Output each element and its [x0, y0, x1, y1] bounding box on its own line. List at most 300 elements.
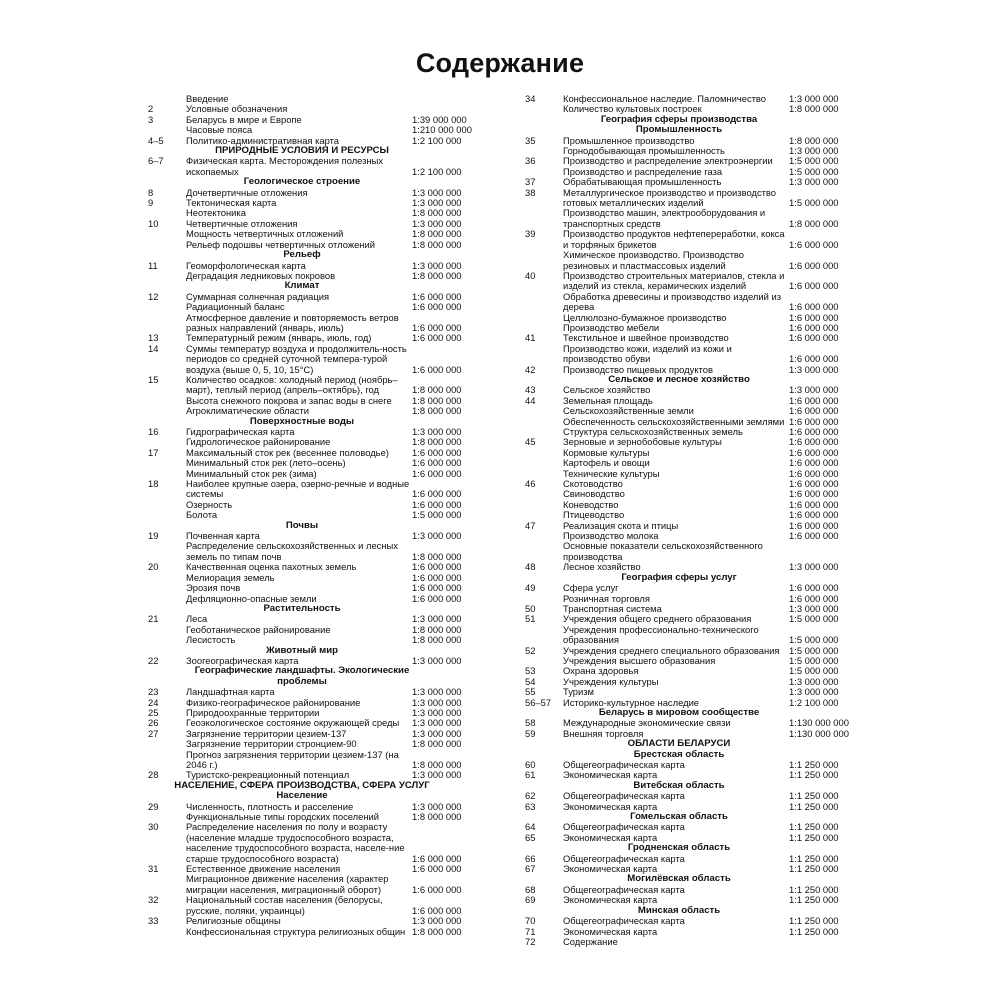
entry-title: Горнодобывающая промышленность — [563, 145, 725, 157]
entry-title: Загрязнение территории стронцием-90 — [186, 738, 357, 750]
contents-entry[interactable] — [148, 302, 478, 312]
page-number: 27 — [148, 727, 159, 739]
entry-title: Туристско-рекреационный потенциал — [186, 769, 350, 781]
entry-title: Сфера услуг — [563, 582, 619, 594]
entry-title: Мелиорация земель — [186, 571, 275, 583]
map-scale: 1:3 000 000 — [789, 384, 839, 396]
entry-title: Минимальный сток рек (зима) — [186, 467, 317, 479]
entry-title: Численность, плотность и расселение — [186, 800, 354, 812]
entry-title: Геоботаническое районирование — [186, 623, 331, 635]
section-heading: География сферы производства — [600, 113, 758, 125]
entry-title: Высота снежного покрова и запас воды в снеге — [186, 394, 392, 406]
entry-title: Историко-культурное наследие — [563, 696, 700, 708]
map-scale: 1:6 000 000 — [789, 426, 839, 437]
contents-entry[interactable] — [148, 271, 478, 281]
map-scale: 1:8 000 000 — [412, 394, 462, 406]
page-number: 52 — [525, 644, 536, 656]
entry-title: Производство мебели — [563, 321, 660, 333]
map-scale: 1:6 000 000 — [412, 904, 462, 916]
contents-entry[interactable] — [148, 583, 478, 593]
map-scale: 1:6 000 000 — [789, 301, 839, 313]
entry-title: Геоэкологическое состояние окружающей среды — [186, 717, 400, 729]
contents-entry[interactable] — [525, 104, 855, 114]
section-heading: Животный мир — [265, 644, 339, 656]
entry-title: Экономическая карта — [563, 925, 658, 937]
contents-entry[interactable] — [525, 770, 855, 780]
map-scale: 1:3 000 000 — [789, 561, 839, 573]
contents-entry[interactable] — [525, 895, 855, 905]
map-scale: 1:1 250 000 — [789, 769, 839, 781]
entry-title: Учреждения высшего образования — [563, 654, 716, 666]
entry-title: Конфессиональное наследие. Паломничество — [563, 93, 767, 104]
contents-entry[interactable] — [148, 510, 478, 520]
entry-title: Естественное движение населения — [186, 863, 341, 875]
map-scale: 1:6 000 000 — [789, 436, 839, 448]
page-number: 34 — [525, 93, 536, 104]
page-number: 20 — [148, 561, 159, 573]
entry-title: Зоогеографическая карта — [186, 654, 299, 666]
map-scale: 1:1 250 000 — [789, 915, 839, 927]
entry-title: Температурный режим (январь, июль, год) — [186, 332, 372, 344]
entry-title: Количество осадков: холодный период (ноябрь–март), теплый период (апрель–октябрь), год — [186, 373, 398, 396]
contents-entry[interactable] — [148, 479, 478, 500]
map-scale: 1:6 000 000 — [789, 332, 839, 344]
entry-title: Атмосферное давление и повторяемость ветров разных направлений (январь, июль) — [186, 311, 399, 333]
map-scale: 1:3 000 000 — [412, 197, 462, 209]
entry-title: Основные показатели сельскохозяйственного производства — [563, 540, 763, 562]
page-number: 29 — [148, 800, 159, 812]
contents-entry[interactable] — [525, 833, 855, 843]
entry-title: Общегеографическая карта — [563, 852, 685, 864]
section-heading: Минская область — [637, 904, 721, 916]
page-number: 60 — [525, 759, 536, 770]
entry-title: Леса — [186, 613, 208, 625]
entry-title: Содержание — [563, 935, 618, 947]
section-heading: Климат — [284, 280, 320, 292]
contents-entry[interactable] — [148, 240, 478, 250]
entry-title: Миграционное движение населения (характер миграции населения, миграционный оборот) — [186, 873, 389, 895]
section-heading: Беларусь в мировом сообществе — [598, 706, 760, 718]
entry-title: Количество культовых построек — [563, 103, 702, 115]
map-scale: 1:8 000 000 — [412, 405, 462, 417]
page-number: 44 — [525, 394, 536, 406]
map-scale: 1:8 000 000 — [412, 623, 462, 635]
map-scale: 1:6 000 000 — [789, 415, 839, 427]
page-number: 72 — [525, 935, 536, 947]
page-number: 30 — [148, 821, 159, 833]
contents-entry[interactable] — [525, 562, 855, 572]
entry-title: Учреждения культуры — [563, 675, 659, 687]
map-scale: 1:6 000 000 — [412, 488, 462, 500]
map-scale: 1:6 000 000 — [789, 280, 839, 292]
page-number: 31 — [148, 863, 159, 875]
contents-entry[interactable] — [525, 937, 855, 947]
entry-title: Учреждения общего среднего образования — [563, 613, 752, 625]
map-scale: 1:6 000 000 — [789, 582, 839, 594]
section-heading: Рельеф — [283, 249, 321, 261]
contents-column-right — [525, 94, 855, 947]
map-scale: 1:1 250 000 — [789, 863, 839, 875]
map-scale: 1:6 000 000 — [789, 519, 839, 531]
map-scale: 1:1 250 000 — [789, 759, 839, 770]
contents-entry[interactable] — [525, 729, 855, 739]
map-scale: 1:6 000 000 — [412, 363, 462, 375]
section-heading: Население — [276, 790, 328, 802]
contents-entry[interactable] — [525, 916, 855, 926]
page-number: 46 — [525, 478, 536, 490]
entry-title: Наиболее крупные озера, озерно-речные и водные системы — [186, 478, 410, 500]
contents-entry[interactable] — [148, 916, 478, 926]
entry-title: Эрозия почв — [186, 582, 241, 594]
map-scale: 1:39 000 000 — [412, 113, 467, 125]
section-heading: Гродненская область — [627, 842, 731, 854]
page-number: 54 — [525, 675, 536, 687]
contents-entry[interactable] — [148, 822, 478, 864]
map-scale: 1:3 000 000 — [412, 259, 462, 271]
page-number: 58 — [525, 717, 536, 729]
contents-entry[interactable] — [525, 802, 855, 812]
map-scale: 1:1 250 000 — [789, 894, 839, 906]
map-scale: 1:6 000 000 — [789, 488, 839, 500]
map-scale: 1:6 000 000 — [789, 238, 839, 250]
entry-title: Дочетвертичные отложения — [186, 186, 308, 198]
entry-title: Рельеф подошвы четвертичных отложений — [186, 238, 375, 250]
map-scale: 1:6 000 000 — [412, 290, 462, 302]
page-number: 49 — [525, 582, 536, 594]
entry-title: Земельная площадь — [563, 394, 653, 406]
contents-entry[interactable] — [525, 188, 855, 209]
map-scale: 1:6 000 000 — [412, 457, 462, 469]
map-scale: 1:6 000 000 — [789, 353, 839, 365]
map-scale: 1:8 000 000 — [412, 269, 462, 281]
contents-entry[interactable] — [148, 895, 478, 916]
map-scale: 1:3 000 000 — [412, 613, 462, 625]
contents-entry[interactable] — [148, 874, 478, 895]
map-scale: 1:6 000 000 — [789, 446, 839, 458]
map-scale: 1:5 000 000 — [789, 613, 839, 625]
entry-title: Общегеографическая карта — [563, 759, 685, 770]
entry-title: Экономическая карта — [563, 831, 658, 843]
entry-title: Металлургическое производство и производство готовых металлических изделий — [563, 186, 777, 209]
contents-entry[interactable] — [148, 594, 478, 604]
entry-title: Производство кожи, изделий из кожи и производство обуви — [563, 342, 732, 365]
map-scale: 1:8 000 000 — [412, 238, 462, 250]
entry-title: Озерность — [186, 498, 233, 510]
contents-entry[interactable] — [148, 313, 478, 334]
page-number: 11 — [148, 259, 158, 271]
contents-entry[interactable] — [525, 344, 855, 365]
map-scale: 1:3 000 000 — [412, 654, 462, 666]
page-number: 68 — [525, 883, 536, 895]
entry-title: Экономическая карта — [563, 769, 658, 781]
page-title: Содержание — [415, 48, 585, 78]
map-scale: 1:8 000 000 — [412, 811, 462, 823]
contents-entry[interactable] — [148, 406, 478, 416]
entry-title: Учреждения среднего специального образования — [563, 644, 780, 656]
entry-title: Охрана здоровья — [563, 665, 639, 677]
map-scale: 1:8 000 000 — [412, 738, 462, 750]
map-scale: 1:6 000 000 — [789, 321, 839, 333]
page-number: 32 — [148, 894, 159, 906]
section-heading: Геологическое строение — [243, 176, 361, 188]
section-heading: Витебская область — [633, 779, 725, 791]
page-number: 36 — [525, 155, 536, 167]
entry-title: Суммы температур воздуха и продолжитель-ность периодов со средней суточной темпера-турой воздуха (выше 0, 5, 10, 15°С) — [186, 342, 407, 375]
entry-title: Общегеографическая карта — [563, 915, 685, 927]
map-scale: 1:5 000 000 — [789, 644, 839, 656]
page-number: 24 — [148, 696, 159, 708]
contents-entry[interactable] — [148, 136, 478, 146]
page-number: 22 — [148, 654, 159, 666]
map-scale: 1:1 250 000 — [789, 800, 839, 812]
map-scale: 1:6 000 000 — [412, 467, 462, 479]
entry-title: Структура сельскохозяйственных земель — [563, 426, 743, 437]
section-heading: Могилёвская область — [627, 873, 731, 885]
map-scale: 1:3 000 000 — [412, 717, 462, 729]
map-scale: 1:3 000 000 — [789, 686, 839, 698]
entry-title: Производство машин, электрооборудования и транспортных средств — [563, 207, 766, 229]
contents-entry[interactable] — [148, 635, 478, 645]
page-number: 70 — [525, 915, 536, 927]
contents-entry[interactable] — [525, 541, 855, 562]
map-scale: 1:1 250 000 — [789, 831, 839, 843]
page-number: 43 — [525, 384, 536, 396]
map-scale: 1:6 000 000 — [789, 478, 839, 490]
entry-title: Розничная торговля — [563, 592, 650, 604]
contents-entry[interactable] — [148, 750, 478, 771]
section-heading: Сельское и лесное хозяйство — [608, 373, 750, 385]
entry-title: Скотоводство — [563, 478, 623, 490]
entry-title: Общегеографическая карта — [563, 790, 685, 802]
map-scale: 1:3 000 000 — [412, 217, 462, 229]
contents-entry[interactable] — [148, 927, 478, 937]
map-scale: 1:8 000 000 — [412, 759, 462, 770]
page-number: 63 — [525, 800, 536, 812]
section-heading: Промышленность — [635, 124, 723, 136]
map-scale: 1:8 000 000 — [789, 217, 839, 229]
contents-entry[interactable] — [148, 344, 478, 375]
map-scale: 1:6 000 000 — [789, 498, 839, 510]
entry-title: Целлюлозно-бумажное производство — [563, 311, 727, 323]
page-number: 71 — [525, 925, 536, 937]
contents-entry[interactable] — [148, 770, 478, 780]
page-number: 37 — [525, 176, 536, 188]
contents-entry[interactable] — [148, 375, 478, 396]
page-number: 56–57 — [525, 696, 552, 708]
section-heading: Географические ландшафты. Экологические проблемы — [194, 665, 410, 687]
entry-title: Религиозные общины — [186, 915, 281, 927]
contents-entry[interactable] — [148, 156, 478, 177]
page-number: 55 — [525, 686, 536, 698]
page-number: 51 — [525, 613, 536, 625]
map-scale: 1:3 000 000 — [789, 176, 839, 188]
map-scale: 1:8 000 000 — [789, 103, 839, 115]
contents-entry[interactable] — [525, 698, 855, 708]
map-scale: 1:3 000 000 — [412, 727, 462, 739]
page-number: 21 — [148, 613, 159, 625]
entry-title: Четвертичные отложения — [186, 217, 298, 229]
map-scale: 1:6 000 000 — [789, 457, 839, 469]
entry-title: Международные экономические связи — [563, 717, 731, 729]
entry-title: Функциональные типы городских поселений — [186, 811, 379, 823]
map-scale: 1:2 100 000 — [789, 696, 839, 708]
map-scale: 1:3 000 000 — [789, 145, 839, 157]
entry-title: Суммарная солнечная радиация — [186, 290, 330, 302]
map-scale: 1:130 000 000 — [789, 717, 849, 729]
map-scale: 1:6 000 000 — [789, 467, 839, 479]
map-scale: 1:5 000 000 — [789, 654, 839, 666]
entry-title: Радиационный баланс — [186, 301, 285, 313]
entry-title: Агроклиматические области — [186, 405, 310, 417]
map-scale: 1:1 250 000 — [789, 883, 839, 895]
contents-entry[interactable] — [525, 250, 855, 271]
map-scale: 1:6 000 000 — [789, 405, 839, 417]
page-number: 53 — [525, 665, 536, 677]
map-scale: 1:6 000 000 — [412, 863, 462, 875]
entry-title: Свиноводство — [563, 488, 625, 500]
entry-title: Общегеографическая карта — [563, 883, 685, 895]
entry-title: Текстильное и швейное производство — [563, 332, 729, 344]
map-scale: 1:6 000 000 — [412, 321, 462, 333]
section-heading: ОБЛАСТИ БЕЛАРУСИ — [627, 738, 731, 750]
page-number: 14 — [148, 342, 159, 354]
entry-title: Неотектоника — [186, 207, 246, 219]
map-scale: 1:6 000 000 — [789, 592, 839, 604]
contents-entry[interactable] — [525, 864, 855, 874]
page-number: 8 — [148, 186, 154, 198]
entry-title: Обеспеченность сельскохозяйственными землями — [563, 415, 785, 427]
entry-title: Конфессиональная структура религиозных общин — [186, 925, 406, 937]
entry-title: Почвенная карта — [186, 530, 260, 542]
entry-title: Производство пищевых продуктов — [563, 363, 713, 375]
map-scale: 1:6 000 000 — [412, 852, 462, 864]
contents-entry[interactable] — [148, 687, 478, 697]
page-number: 42 — [525, 363, 536, 375]
contents-entry[interactable] — [525, 292, 855, 313]
map-scale: 1:5 000 000 — [412, 509, 462, 521]
contents-entry[interactable] — [525, 625, 855, 646]
map-scale: 1:6 000 000 — [412, 883, 462, 895]
entry-title: Гидрографическая карта — [186, 426, 295, 437]
map-scale: 1:5 000 000 — [789, 165, 839, 177]
page-number: 64 — [525, 821, 536, 833]
page-number: 15 — [148, 373, 159, 385]
page-number: 41 — [525, 332, 536, 344]
map-scale: 1:8 000 000 — [412, 436, 462, 448]
entry-title: Экономическая карта — [563, 800, 658, 812]
entry-title: Реализация скота и птицы — [563, 519, 679, 531]
page-number: 47 — [525, 519, 536, 531]
map-scale: 1:3 000 000 — [789, 602, 839, 614]
map-scale: 1:2 100 000 — [412, 165, 462, 177]
contents-entry[interactable] — [525, 229, 855, 250]
entry-title: Введение — [186, 93, 229, 104]
page-number: 18 — [148, 478, 159, 490]
entry-title: Прогноз загрязнения территории цезием-137 (на 2046 г.) — [186, 748, 399, 770]
map-scale: 1:6 000 000 — [412, 446, 462, 458]
page-number: 4–5 — [148, 134, 164, 146]
map-scale: 1:6 000 000 — [412, 498, 462, 510]
entry-title: Национальный состав населения (белорусы, русские, поляки, украинцы) — [186, 894, 383, 916]
map-scale: 1:3 000 000 — [412, 426, 462, 437]
map-scale: 1:3 000 000 — [412, 769, 462, 781]
contents-entry[interactable] — [148, 656, 478, 666]
entry-title: Учреждения профессионально-технического образования — [563, 623, 759, 646]
page-number: 66 — [525, 852, 536, 864]
contents-column-left — [148, 94, 478, 937]
contents-entry[interactable] — [525, 208, 855, 229]
page-number: 48 — [525, 561, 536, 573]
map-scale: 1:6 000 000 — [789, 530, 839, 542]
contents-entry[interactable] — [148, 541, 478, 562]
entry-title: Обрабатывающая промышленность — [563, 176, 722, 188]
entry-title: Лесное хозяйство — [563, 561, 641, 573]
page-number: 6–7 — [148, 155, 164, 167]
entry-title: Сельское хозяйство — [563, 384, 651, 396]
page-number: 25 — [148, 706, 159, 718]
entry-title: Часовые пояса — [186, 124, 253, 136]
map-scale: 1:6 000 000 — [412, 301, 462, 313]
map-scale: 1:3 000 000 — [412, 800, 462, 812]
entry-title: Дефляционно-опасные земли — [186, 592, 317, 604]
map-scale: 1:8 000 000 — [412, 550, 462, 562]
entry-title: Физико-географическое районирование — [186, 696, 361, 708]
contents-entry[interactable] — [525, 583, 855, 593]
map-scale: 1:130 000 000 — [789, 727, 849, 739]
map-scale: 1:5 000 000 — [789, 665, 839, 677]
entry-title: Ландшафтная карта — [186, 686, 275, 698]
map-scale: 1:8 000 000 — [412, 228, 462, 240]
entry-title: Производство и распределение газа — [563, 165, 723, 177]
entry-title: Максимальный сток рек (весеннее половодье) — [186, 446, 389, 458]
map-scale: 1:1 250 000 — [789, 852, 839, 864]
section-heading: НАСЕЛЕНИЕ, СФЕРА ПРОИЗВОДСТВА, СФЕРА УСЛУГ — [174, 779, 430, 791]
map-scale: 1:3 000 000 — [412, 915, 462, 927]
map-scale: 1:6 000 000 — [789, 394, 839, 406]
entry-title: Транспортная система — [563, 602, 662, 614]
page-number: 50 — [525, 602, 536, 614]
map-scale: 1:5 000 000 — [789, 155, 839, 167]
page-number: 61 — [525, 769, 536, 781]
map-scale: 1:6 000 000 — [412, 592, 462, 604]
contents-entry[interactable] — [525, 271, 855, 292]
page-number: 28 — [148, 769, 159, 781]
page-number: 39 — [525, 228, 536, 240]
entry-title: Политико-административная карта — [186, 134, 340, 146]
entry-title: Туризм — [563, 686, 594, 698]
section-heading: ПРИРОДНЫЕ УСЛОВИЯ И РЕСУРСЫ — [215, 145, 389, 157]
contents-entry[interactable] — [525, 687, 855, 697]
page-number: 62 — [525, 790, 536, 802]
page-number: 9 — [148, 197, 154, 209]
section-heading: Растительность — [263, 602, 341, 614]
entry-title: Распределение сельскохозяйственных и лесных земель по типам почв — [186, 540, 398, 562]
entry-title: Минимальный сток рек (лето–осень) — [186, 457, 346, 469]
entry-title: Беларусь в мире и Европе — [186, 113, 302, 125]
map-scale: 1:8 000 000 — [412, 634, 462, 646]
entry-title: Физическая карта. Месторождения полезных ископаемых — [186, 155, 384, 177]
page-number: 40 — [525, 269, 536, 281]
map-scale: 1:5 000 000 — [789, 197, 839, 209]
page-number: 26 — [148, 717, 159, 729]
contents-entry[interactable] — [525, 365, 855, 375]
entry-title: Производство молока — [563, 530, 659, 542]
entry-title: Деградация ледниковых покровов — [186, 269, 336, 281]
entry-title: Мощность четвертичных отложений — [186, 228, 344, 240]
page-number: 33 — [148, 915, 159, 927]
entry-title: Геоморфологическая карта — [186, 259, 306, 271]
page-number: 19 — [148, 530, 159, 542]
